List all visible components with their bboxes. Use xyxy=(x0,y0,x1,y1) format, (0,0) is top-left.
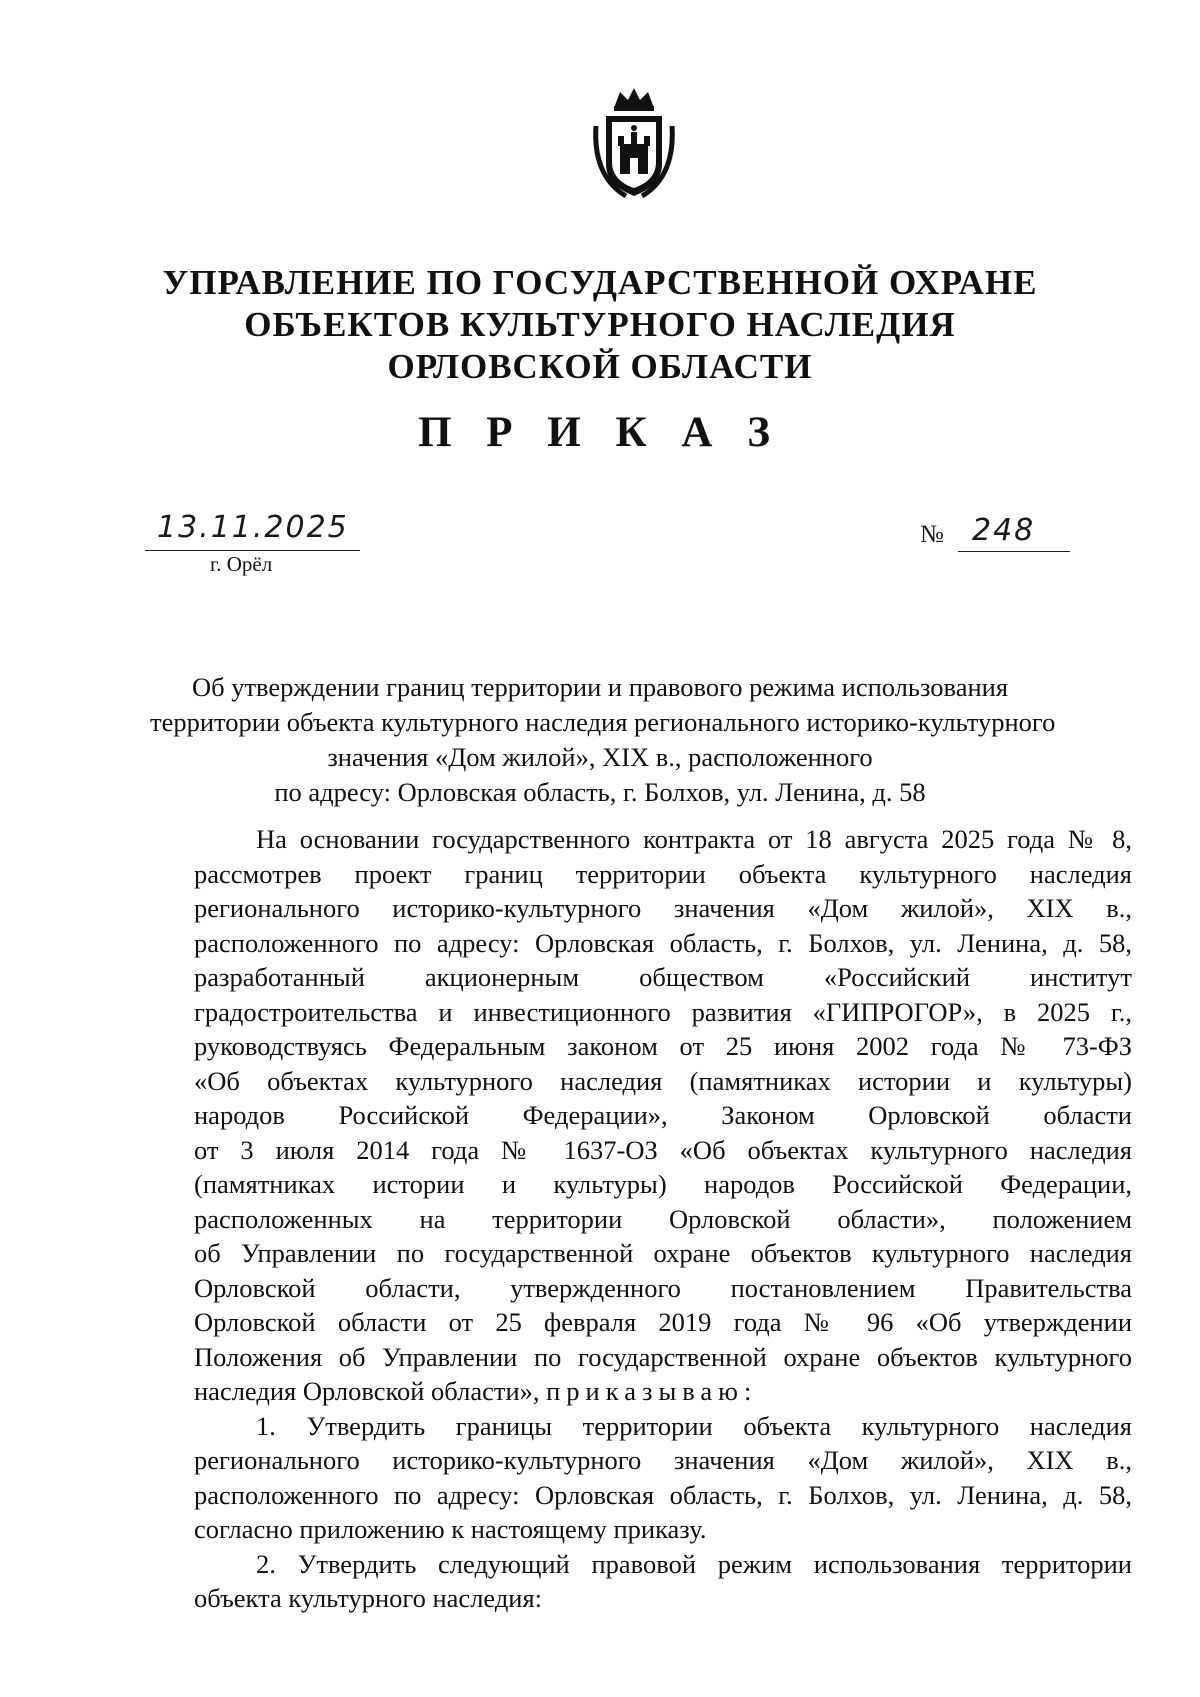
item-2-line: объекта культурного наследия: xyxy=(194,1583,543,1613)
body-line xyxy=(194,1374,1132,1409)
body-line: Положения об Управлении по государственной охране объектов культурного xyxy=(194,1341,1132,1372)
order-number-block xyxy=(920,515,1080,555)
city-label: г. Орёл xyxy=(210,552,273,576)
item-1-line: 1. Утвердить границы территории объекта культурного наследия xyxy=(256,1410,1132,1441)
number-field xyxy=(958,515,1070,552)
handwritten-number: 248 xyxy=(972,513,1036,548)
order-word: приказываю: xyxy=(546,1376,758,1406)
body-line: градостроительства и инвестиционного развития «ГИПРОГОР», в 2025 г., xyxy=(194,996,1132,1027)
document-subject xyxy=(150,670,1056,810)
body-line: об Управлении по государственной охране объектов культурного наследия xyxy=(194,1238,1132,1268)
document-body xyxy=(194,822,1132,1616)
body-line: (памятниках истории и культуры) народов Российской Федерации, xyxy=(194,1169,1132,1199)
body-line: рассмотрев проект границ территории объекта культурного наследия xyxy=(194,858,1132,889)
body-line: Орловской области от 25 февраля 2019 года № 96 «Об утверждении xyxy=(194,1307,1132,1337)
body-line: разработанный акционерным обществом «Российский институт xyxy=(194,962,1132,992)
body-line: Орловской области, утвержденного постановлением Правительства xyxy=(194,1272,1132,1303)
preamble-ending: наследия Орловской области», xyxy=(194,1376,540,1406)
subject-line: значения «Дом жилой», XIX в., расположенного xyxy=(327,742,873,772)
heading-line: УПРАВЛЕНИЕ ПО ГОСУДАРСТВЕННОЙ ОХРАНЕ xyxy=(162,263,1038,302)
subject-line: Об утверждении границ территории и правового режима использования xyxy=(191,672,1009,702)
item-1-line: согласно приложению к настоящему приказу. xyxy=(194,1514,707,1544)
body-line: руководствуясь Федеральным законом от 25 июня 2002 года № 73-ФЗ xyxy=(194,1031,1132,1061)
heading-line: ОБЪЕКТОВ КУЛЬТУРНОГО НАСЛЕДИЯ xyxy=(244,305,956,344)
heading-line: ОРЛОВСКОЙ ОБЛАСТИ xyxy=(387,347,813,386)
body-line: регионального историко-культурного значения «Дом жилой», XIX в., xyxy=(194,893,1132,923)
coat-of-arms-icon xyxy=(592,86,676,202)
subject-line: по адресу: Орловская область, г. Болхов, ул. Ленина, д. 58 xyxy=(274,777,926,807)
date-field xyxy=(145,510,360,551)
item-1-line: регионального историко-культурного значения «Дом жилой», XIX в., xyxy=(194,1445,1132,1475)
handwritten-date: 13.11.2025 xyxy=(157,510,349,545)
body-line: На основании государственного контракта от 18 августа 2025 года № 8, xyxy=(256,824,1132,854)
issuer-heading xyxy=(100,262,1100,388)
document-type-title: П Р И К А З xyxy=(418,409,782,456)
item-1-line: расположенного по адресу: Орловская область, г. Болхов, ул. Ленина, д. 58, xyxy=(194,1479,1132,1510)
body-line: народов Российской Федерации», Законом Орловской области xyxy=(194,1100,1132,1130)
body-line: расположенного по адресу: Орловская область, г. Болхов, ул. Ленина, д. 58, xyxy=(194,927,1132,958)
subject-line: территории объекта культурного наследия регионального историко-культурного xyxy=(150,707,1056,737)
body-line: от 3 июля 2014 года № 1637-ОЗ «Об объектах культурного наследия xyxy=(194,1134,1132,1165)
body-line: расположенных на территории Орловской области», положением xyxy=(194,1203,1132,1234)
body-line: «Об объектах культурного наследия (памятниках истории и культуры) xyxy=(194,1065,1132,1096)
item-2-line: 2. Утвердить следующий правовой режим использования территории xyxy=(256,1548,1132,1579)
number-sign: № xyxy=(920,521,944,548)
